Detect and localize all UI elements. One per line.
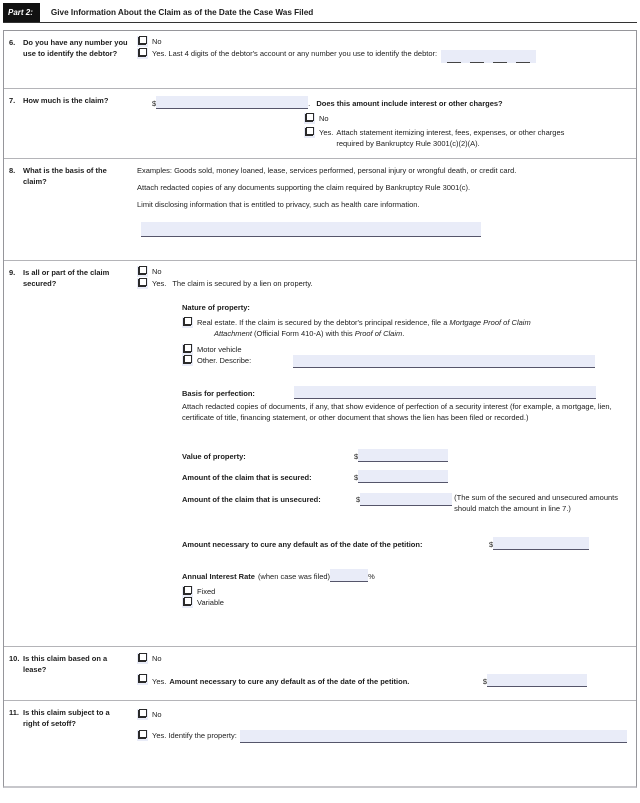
q8-content-cell [132,159,636,260]
q9-real-estate-option [182,317,640,339]
q6-yes-checkbox[interactable] [137,48,148,59]
digit-blank [516,53,530,63]
q11-yes-label: Yes. Identify the property: [152,731,237,740]
q7-no-option [304,113,632,124]
q9-cure-amount-field[interactable] [493,537,589,550]
q6-label-cell [4,31,132,88]
proof-of-claim-form-page [0,3,640,803]
percent-sign: % [368,572,375,581]
q9-fixed-label: Fixed [197,587,216,596]
q9-rate-row [182,569,640,582]
q7-no-checkbox[interactable] [304,113,315,124]
q7-number: 7. [9,96,16,105]
q9-real-estate-line-1: Real estate. If the claim is secured by the debtor's principal residence, file a Mortgage Proof of Claim [197,318,531,327]
part-2-badge: Part 2: [3,3,40,22]
q6-yes-option [137,48,632,61]
q7-yes-label: Yes. [319,128,334,137]
q11-content-cell [132,701,636,786]
q11-number: 11. [9,708,20,717]
q9-cure-row [182,537,640,550]
q9-label-cell [4,261,132,646]
digit-blank [470,53,484,63]
dollar-sign: $ [354,452,359,461]
digit-blank [447,53,461,63]
question-row-9 [4,261,636,647]
q9-no-option [137,266,640,277]
q6-content-cell [132,31,636,88]
dollar-sign: $ [356,495,361,504]
q9-perfection-note: Attach redacted copies of documents, if any, that show evidence of perfection of a security interest (for example, a mortgage, lien, certificate of title, financing statement, or other document that shows the lien has been filed or recorded.) [182,402,612,422]
q9-real-estate-text [197,317,531,339]
question-row-11 [4,701,636,786]
q7-claim-amount-field[interactable] [156,96,311,109]
q9-perfection-row [182,386,640,399]
q9-variable-option [182,597,640,608]
q6-no-checkbox[interactable] [137,36,148,47]
dollar-sign: $ [354,473,359,482]
question-row-6 [4,31,636,89]
q9-no-label: No [152,267,162,276]
q9-perfection-field[interactable] [294,386,596,399]
q7-yes-checkbox[interactable] [304,127,315,138]
q9-other-label: Other. Describe: [197,356,252,365]
q10-number: 10. [9,654,20,663]
q10-cure-amount-field[interactable] [487,674,587,687]
q7-no-label: No [319,114,329,123]
q9-secured-label: Amount of the claim that is secured: [182,473,312,482]
q7-question-text: How much is the claim? [23,96,109,105]
q9-rate-label: Annual Interest Rate [182,572,255,581]
q8-question-text: What is the basis of the claim? [23,166,107,186]
q10-content-cell [132,647,636,700]
q11-property-field[interactable] [240,730,627,743]
q10-no-label: No [152,654,162,663]
q9-question-text: Is all or part of the claim secured? [23,268,110,288]
q9-real-estate-checkbox[interactable] [182,317,193,328]
q9-value-field[interactable] [358,449,448,462]
q9-unsecured-note: (The sum of the secured and unsecured amounts should match the amount in line 7.) [454,493,619,513]
q9-unsecured-amount-field[interactable] [360,493,452,506]
q9-motor-vehicle-option [182,344,640,355]
q9-variable-label: Variable [197,598,224,607]
q8-basis-field[interactable] [141,222,481,237]
q9-rate-note: (when case was filed) [257,572,331,581]
q6-yes-label: Yes. Last 4 digits of the debtor's account or any number you use to identify the debtor: [152,49,438,58]
q7-yes-option [304,127,632,149]
q9-real-estate-line-2: Attachment (Official Form 410-A) with this Proof of Claim. [214,329,405,338]
q10-yes-checkbox[interactable] [137,674,148,685]
q9-motor-vehicle-checkbox[interactable] [182,344,193,355]
q11-label-cell [4,701,132,786]
q7-label-cell [4,89,132,158]
q9-nature-heading: Nature of property: [182,303,250,312]
q9-number: 9. [9,268,16,277]
q6-number: 6. [9,38,16,47]
q7-amount-line [137,96,632,109]
claim-info-table [3,30,637,788]
q11-yes-option [137,730,632,743]
q9-perfection-label: Basis for perfection: [182,389,255,398]
q6-no-label: No [152,37,162,46]
question-row-8 [4,159,636,261]
q9-rate-field[interactable] [330,569,368,582]
q9-motor-vehicle-label: Motor vehicle [197,345,242,354]
q9-other-checkbox[interactable] [182,355,193,366]
q11-no-option [137,709,632,720]
question-row-10 [4,647,636,701]
q7-content-cell [132,89,636,158]
q9-yes-label: Yes. [152,279,167,288]
q9-yes-text: The claim is secured by a lien on property. [172,279,313,288]
q10-yes-label: Yes. [152,677,167,686]
digit-blank [493,53,507,63]
q11-yes-checkbox[interactable] [137,730,148,741]
q6-debtor-digits-field[interactable] [441,50,536,63]
q9-variable-checkbox[interactable] [182,597,193,608]
q9-value-label: Value of property: [182,452,246,461]
q9-content-cell [132,261,640,646]
part-2-title: Give Information About the Claim as of the Date the Case Was Filed [50,8,314,17]
q10-question-text: Is this claim based on a lease? [23,654,108,674]
q11-no-label: No [152,710,162,719]
q9-value-row [182,449,640,462]
period: . [308,99,311,108]
q9-fixed-checkbox[interactable] [182,586,193,597]
q8-attach-text: Attach redacted copies of any documents supporting the claim required by Bankruptcy Rule 3001(c). [137,183,471,192]
q9-unsecured-row [182,492,640,514]
dollar-sign: $ [482,677,487,686]
q10-yes-text: Amount necessary to cure any default as of the date of the petition. [169,677,410,686]
q9-fixed-option [182,586,640,597]
part-2-header [3,3,637,23]
q10-no-checkbox[interactable] [137,653,148,664]
q8-limit-text: Limit disclosing information that is entitled to privacy, such as health care information. [137,200,420,209]
q10-yes-option [137,674,632,687]
q9-secured-amount-field[interactable] [358,470,448,483]
q6-question-text: Do you have any number you use to identify the debtor? [23,38,128,58]
q10-label-cell [4,647,132,700]
q9-other-option [182,355,640,368]
q6-no-option [137,36,632,47]
q9-cure-label: Amount necessary to cure any default as of the date of the petition: [182,540,423,549]
q8-label-cell [4,159,132,260]
dollar-sign: $ [152,99,157,108]
q7-yes-text: Attach statement itemizing interest, fees, expenses, or other charges required by Bankruptcy Rule 3001(c)(2)(A). [336,128,565,148]
q9-unsecured-label: Amount of the claim that is unsecured: [182,495,321,504]
q9-other-describe-field[interactable] [293,355,595,368]
dollar-sign: $ [489,540,494,549]
q11-no-checkbox[interactable] [137,709,148,720]
q8-number: 8. [9,166,16,175]
q7-include-question: Does this amount include interest or other charges? [316,99,503,108]
q11-question-text: Is this claim subject to a right of setoff? [23,708,110,728]
q9-secured-row [182,470,640,483]
question-row-7 [4,89,636,159]
q8-examples-text: Examples: Goods sold, money loaned, lease, services performed, personal injury or wrongful death, or credit card. [137,166,517,175]
q9-yes-option [137,278,640,289]
q10-no-option [137,653,632,664]
q9-yes-checkbox[interactable] [137,278,148,289]
q9-no-checkbox[interactable] [137,266,148,277]
